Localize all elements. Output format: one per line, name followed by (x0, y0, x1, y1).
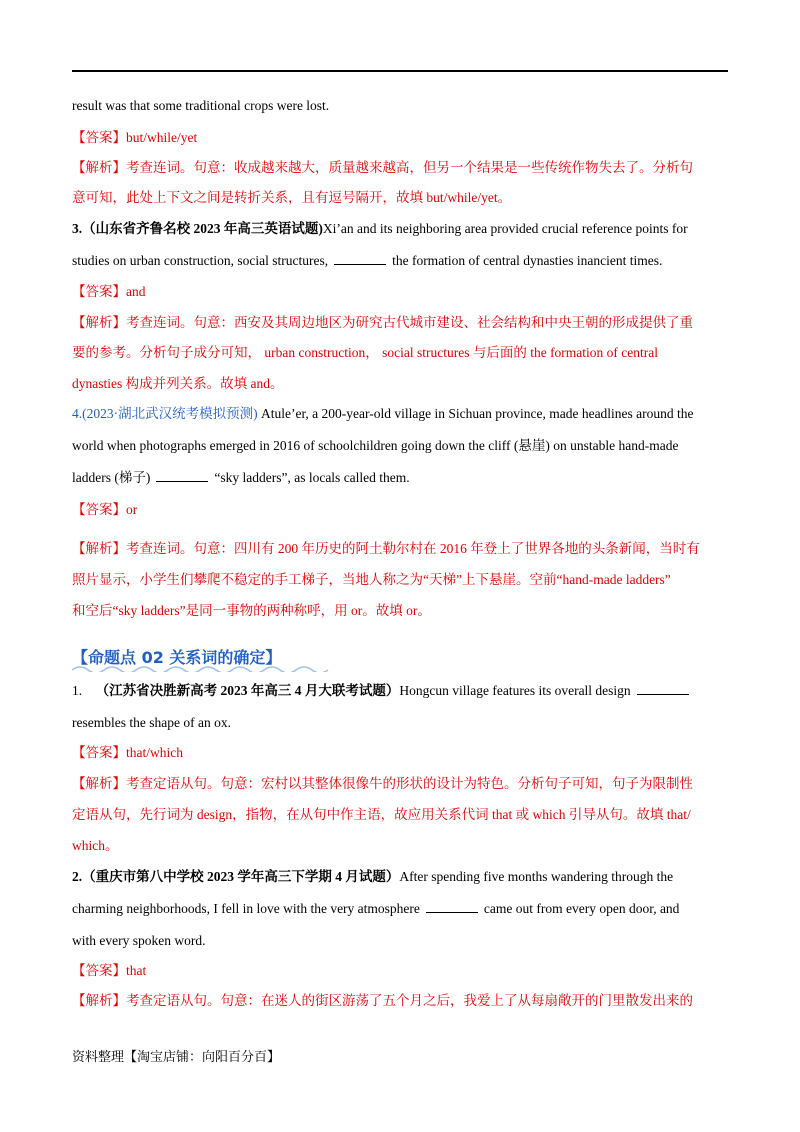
analysis-line: 【解析】考查定语从句。句意：在迷人的街区游荡了五个月之后，我爱上了从每扇敞开的门里散发出来的 (72, 993, 693, 1008)
analysis-line: 【解析】考查连词。句意：西安及其周边地区为研究古代城市建设、社会结构和中央王朝的形成提供了重 (72, 315, 693, 330)
question-text: Xi’an and its neighboring area provided crucial reference points for (322, 221, 688, 236)
question-source: 4.(2023·湖北武汉统考模拟预测) (72, 406, 258, 421)
question-text: came out from every open door, and (483, 901, 680, 916)
question-text: Hongcun village features its overall design (399, 683, 631, 698)
answer-blank (334, 252, 386, 265)
question-source: 3.（山东省齐鲁名校 2023 年高三英语试题) (72, 221, 323, 236)
question-4 (72, 404, 694, 424)
question-text: ladders (梯子) (72, 470, 151, 485)
analysis-line: which。 (72, 838, 119, 853)
section-underline-decoration (72, 664, 334, 672)
answer-line: 【答案】or (72, 502, 138, 517)
question-text: world when photographs emerged in 2016 of schoolchildren going down the cliff (悬崖) on unstable hand-made (72, 438, 679, 453)
answer-blank (637, 682, 689, 695)
question-text: studies on urban construction, social structures, (72, 253, 329, 268)
question-text-line (72, 468, 410, 488)
question-source: 2.（重庆市第八中学校 2023 学年高三下学期 4 月试题） (72, 869, 400, 884)
analysis-line: 和空后“sky ladders”是同一事物的两种称呼，用 or。故填 or。 (72, 603, 431, 618)
question-text: “sky ladders”, as locals called them. (214, 470, 410, 485)
question-source: （江苏省决胜新高考 2023 年高三 4 月大联考试题） (95, 683, 400, 698)
question-text-line (72, 899, 679, 919)
question-2 (72, 867, 673, 887)
question-1 (72, 681, 695, 701)
analysis-line: dynasties 构成并列关系。故填 and。 (72, 376, 284, 391)
analysis-line: 要的参考。分析句子成分可知， urban construction， social structures 与后面的 the formation of central (72, 345, 659, 360)
answer-blank (156, 469, 208, 482)
question-text: result was that some traditional crops were lost. (72, 98, 330, 113)
page-footer: 资料整理【淘宝店铺：向阳百分百】 (72, 1049, 281, 1064)
answer-line: 【答案】that/which (72, 745, 183, 760)
analysis-line: 【解析】考查定语从句。句意：宏村以其整体很像牛的形状的设计为特色。分析句子可知，句子为限制性 (72, 776, 693, 791)
question-number: 1. (72, 683, 83, 698)
question-text: with every spoken word. (72, 933, 206, 948)
answer-blank (426, 900, 478, 913)
answer-line: 【答案】but/while/yet (72, 130, 198, 145)
answer-line: 【答案】that (72, 963, 147, 978)
question-text-line (72, 251, 662, 271)
header-rule (72, 70, 728, 72)
answer-line: 【答案】and (72, 284, 146, 299)
analysis-line: 意可知，此处上下文之间是转折关系，且有逗号隔开，故填 but/while/yet。 (72, 190, 512, 205)
analysis-line: 【解析】考查连词。句意：四川有 200 年历史的阿土勒尔村在 2016 年登上了世界各地的头条新闻，当时有 (72, 541, 700, 556)
question-text: the formation of central dynasties inancient times. (392, 253, 663, 268)
question-text: After spending five months wandering through the (399, 869, 674, 884)
analysis-line: 【解析】考查连词。句意：收成越来越大，质量越来越高，但另一个结果是一些传统作物失去了。分析句 (72, 160, 693, 175)
question-text: resembles the shape of an ox. (72, 715, 231, 730)
section-heading: 【命题点 02 关系词的确定】 (72, 648, 282, 667)
analysis-line: 定语从句，先行词为 design，指物，在从句中作主语，故应用关系代词 that 或 which 引导从句。故填 that/ (72, 807, 691, 822)
question-text: Atule’er, a 200-year-old village in Sichuan province, made headlines around the (257, 406, 694, 421)
question-3 (72, 219, 688, 239)
question-text: charming neighborhoods, I fell in love with the very atmosphere (72, 901, 420, 916)
analysis-line: 照片显示，小学生们攀爬不稳定的手工梯子，当地人称之为“天梯”上下悬崖。空前“hand-made ladders” (72, 572, 671, 587)
